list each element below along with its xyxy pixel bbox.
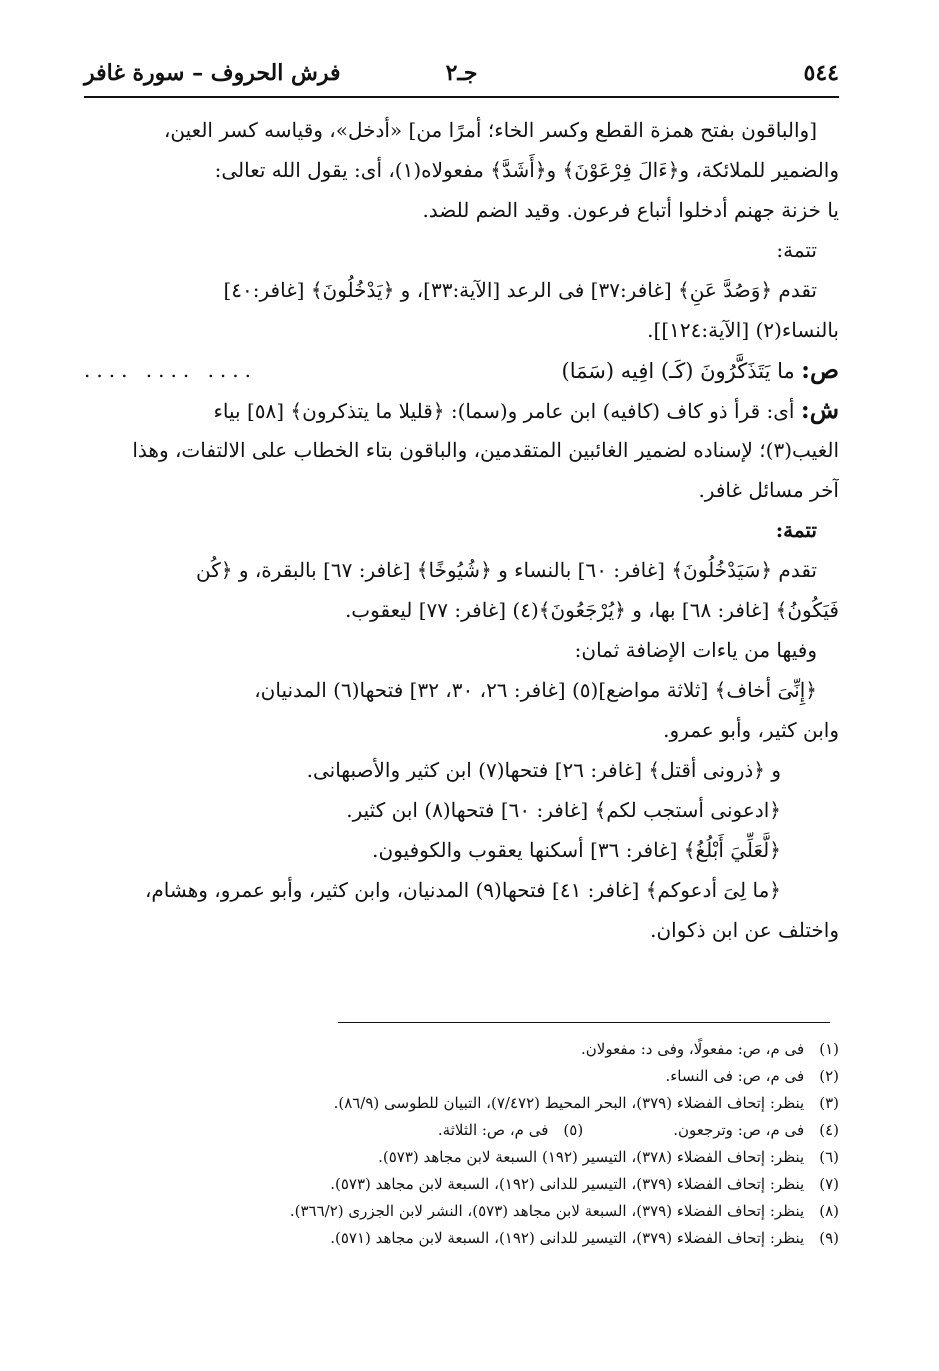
footnote-text: فى م، ص: فى النساء.: [665, 1067, 805, 1085]
section-heading: تتمة:: [776, 238, 817, 262]
footnote: [84, 1117, 839, 1144]
text-line: ﴿لَّعَلِّيَ أَبْلُغُ﴾ [غافر: ٣٦] أسكنها يعقوب والكوفيون.: [372, 838, 781, 862]
footnote-number: (٩): [819, 1229, 839, 1247]
footnote-rule: [338, 1022, 830, 1023]
text-line: ﴿إِنِّىَ أخاف﴾ [ثلاثة مواضع](٥) [غافر: ٢٦، ٣٠، ٣٢] فتحها(٦) المدنيان،: [254, 678, 817, 702]
footnote-number: (٢): [819, 1067, 839, 1085]
footnote-text: ينظر: إتحاف الفضلاء (٣٧٨)، التيسير (١٩٢) السبعة لابن مجاهد (٥٧٣).: [378, 1148, 805, 1166]
text-line: والضمير للملائكة، و﴿ءَالَ فِرْعَوْنَ﴾ و﴿أَشَدَّ﴾ مفعولاه(١)، أى: يقول الله تعالى:: [214, 158, 839, 182]
footnote-number: (٦): [819, 1148, 839, 1166]
text-line: الغيب(٣)؛ لإسناده لضمير الغائبين المتقدمين، والباقون بتاء الخطاب على الالتفات، وهذا: [132, 438, 839, 462]
commentary-line: [84, 390, 839, 430]
footnote: [84, 1090, 839, 1117]
footnote-text: ينظر: إتحاف الفضلاء (٣٧٩)، التيسير للدانى (١٩٢)، السبعة لابن مجاهد (٥٧٣).: [330, 1175, 805, 1193]
text-line: بالنساء(٢) [الآية:١٢٤]].: [647, 318, 839, 342]
running-header: [84, 58, 839, 94]
text-line: وفيها من ياءات الإضافة ثمان:: [574, 638, 817, 662]
footnote: [84, 1171, 839, 1198]
footnotes: [84, 1036, 839, 1252]
footnote: [84, 1225, 839, 1252]
text-line: [والباقون بفتح همزة القطع وكسر الخاء؛ أمرًا من] «أدخل»، وقياسه كسر العين،: [163, 118, 817, 142]
footnote-text: فى م، ص: الثلاثة.: [437, 1121, 549, 1139]
footnote-text: فى م، ص: مفعولًا، وفى د: مفعولان.: [581, 1040, 805, 1058]
footnote-number: (٣): [819, 1094, 839, 1112]
footnote-number: (١): [819, 1040, 839, 1058]
commentary-text: أى: قرأ ذو كاف (كافيه) ابن عامر و(سما): ﴿قليلا ما يتذكرون﴾ [٥٨] بياء: [213, 399, 795, 423]
text-line: فَيَكُونُ﴾ [غافر: ٦٨] بها، و ﴿يُرْجَعُونَ﴾(٤) [غافر: ٧٧] ليعقوب.: [344, 598, 839, 622]
footnote-number: (٤): [819, 1121, 839, 1139]
volume-label: جـ٢: [445, 60, 478, 86]
footnote: [84, 1036, 839, 1063]
page-number: ٥٤٤: [803, 60, 839, 86]
text-line: ﴿ما لِىَ أدعوكم﴾ [غافر: ٤١] فتحها(٩) المدنيان، وابن كثير، وأبو عمرو، وهشام،: [144, 878, 781, 902]
text-line: وابن كثير، وأبو عمرو.: [663, 718, 839, 742]
text-line: يا خزنة جهنم أدخلوا أتباع فرعون. وقيد الضم للضد.: [422, 198, 839, 222]
verse-line: [84, 350, 839, 390]
footnote-text: ينظر: إتحاف الفضلاء (٣٧٩)، السبعة لابن مجاهد (٥٧٣)، النشر لابن الجزرى (٣٦٦/٢).: [289, 1202, 805, 1220]
footnote-number: (٥): [563, 1121, 584, 1139]
shin-marker: ش:: [800, 395, 839, 424]
text-line: تقدم ﴿سَيَدْخُلُونَ﴾ [غافر: ٦٠] بالنساء و ﴿شُيُوخًا﴾ [غافر: ٦٧] بالبقرة، و ﴿كُن: [196, 558, 817, 582]
main-text: [84, 110, 839, 950]
footnote: [84, 1144, 839, 1171]
footnote-text: فى م، ص: وترجعون.: [673, 1121, 805, 1139]
footnote-text: ينظر: إتحاف الفضلاء (٣٧٩)، البحر المحيط (٧/٤٧٢)، التبيان للطوسى (٨٦/٩).: [333, 1094, 805, 1112]
verse-dots: .... .... ....: [84, 358, 258, 382]
footnote-number: (٨): [819, 1202, 839, 1220]
text-line: ﴿ادعونى أستجب لكم﴾ [غافر: ٦٠] فتحها(٨) ابن كثير.: [346, 798, 781, 822]
footnote-number: (٧): [819, 1175, 839, 1193]
text-line: و ﴿ذرونى أقتل﴾ [غافر: ٢٦] فتحها(٧) ابن كثير والأصبهانى.: [306, 758, 781, 782]
footnote: [84, 1063, 839, 1090]
section-heading: تتمة:: [775, 518, 817, 542]
verse-text: ما يَتَذَكَّرُونَ (كَـ) افِيه (سَمَا): [561, 359, 795, 383]
text-line: واختلف عن ابن ذكوان.: [650, 918, 839, 942]
footnote: [84, 1198, 839, 1225]
text-line: آخر مسائل غافر.: [698, 478, 839, 502]
header-rule: [84, 96, 839, 98]
text-line: تقدم ﴿وَصُدَّ عَنِ﴾ [غافر:٣٧] فى الرعد [الآية:٣٣]، و ﴿يَدْخُلُونَ﴾ [غافر:٤٠]: [223, 278, 817, 302]
chapter-title: فرش الحروف – سورة غافر: [84, 60, 341, 86]
sad-marker: ص:: [801, 355, 839, 384]
footnote-text: ينظر: إتحاف الفضلاء (٣٧٩)، التيسير للدانى (١٩٢)، السبعة لابن مجاهد (٥٧١).: [330, 1229, 805, 1247]
